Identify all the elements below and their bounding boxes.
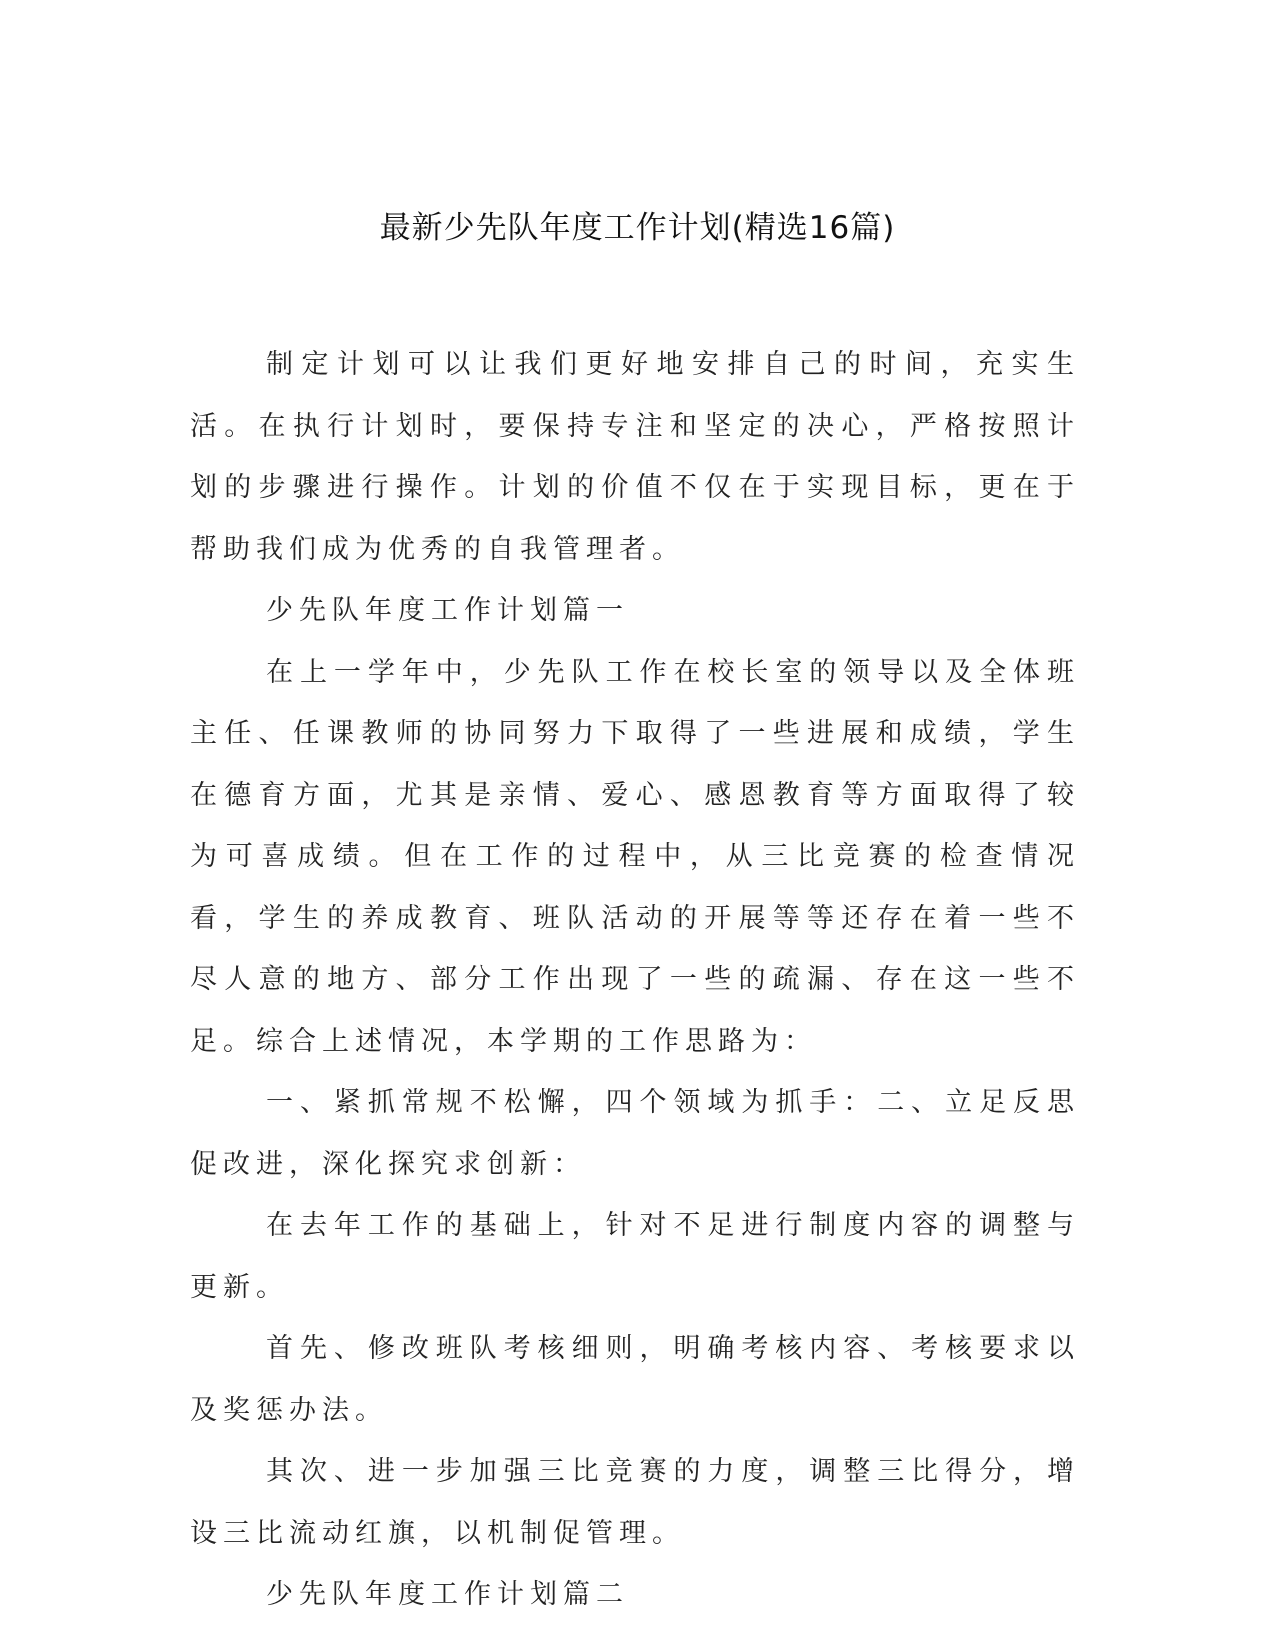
section-1-paragraph-first: 首先、修改班队考核细则，明确考核内容、考核要求以及奖惩办法。 [190,1333,1080,1426]
section-1-paragraph-goals: 一、紧抓常规不松懈，四个领域为抓手：二、立足反思促改进，深化探究求创新： [190,1087,1080,1180]
document-body [190,334,1080,1626]
section-1-paragraph-basis: 在去年工作的基础上，针对不足进行制度内容的调整与更新。 [190,1210,1080,1303]
section-heading-1: 少先队年度工作计划篇一 [266,595,629,626]
document-title: 最新少先队年度工作计划(精选16篇) [379,210,896,246]
section-1-paragraph-review: 在上一学年中，少先队工作在校长室的领导以及全体班主任、任课教师的协同努力下取得了一些进展和成绩，学生在德育方面，尤其是亲情、爱心、感恩教育等方面取得了较为可喜成绩。但在工作的过程中，从三比竞赛的检查情况看，学生的养成教育、班队活动的开展等等还存在着一些不尽人意的地方、部分工作出现了一些的疏漏、存在这一些不足。综合上述情况，本学期的工作思路为： [190,656,1080,1057]
section-1-paragraph-second: 其次、进一步加强三比竞赛的力度，调整三比得分，增设三比流动红旗，以机制促管理。 [190,1456,1080,1549]
section-heading-2: 少先队年度工作计划篇二 [266,1579,629,1610]
intro-paragraph: 制定计划可以让我们更好地安排自己的时间，充实生活。在执行计划时，要保持专注和坚定的决心，严格按照计划的步骤进行操作。计划的价值不仅在于实现目标，更在于帮助我们成为优秀的自我管理者。 [190,349,1080,565]
